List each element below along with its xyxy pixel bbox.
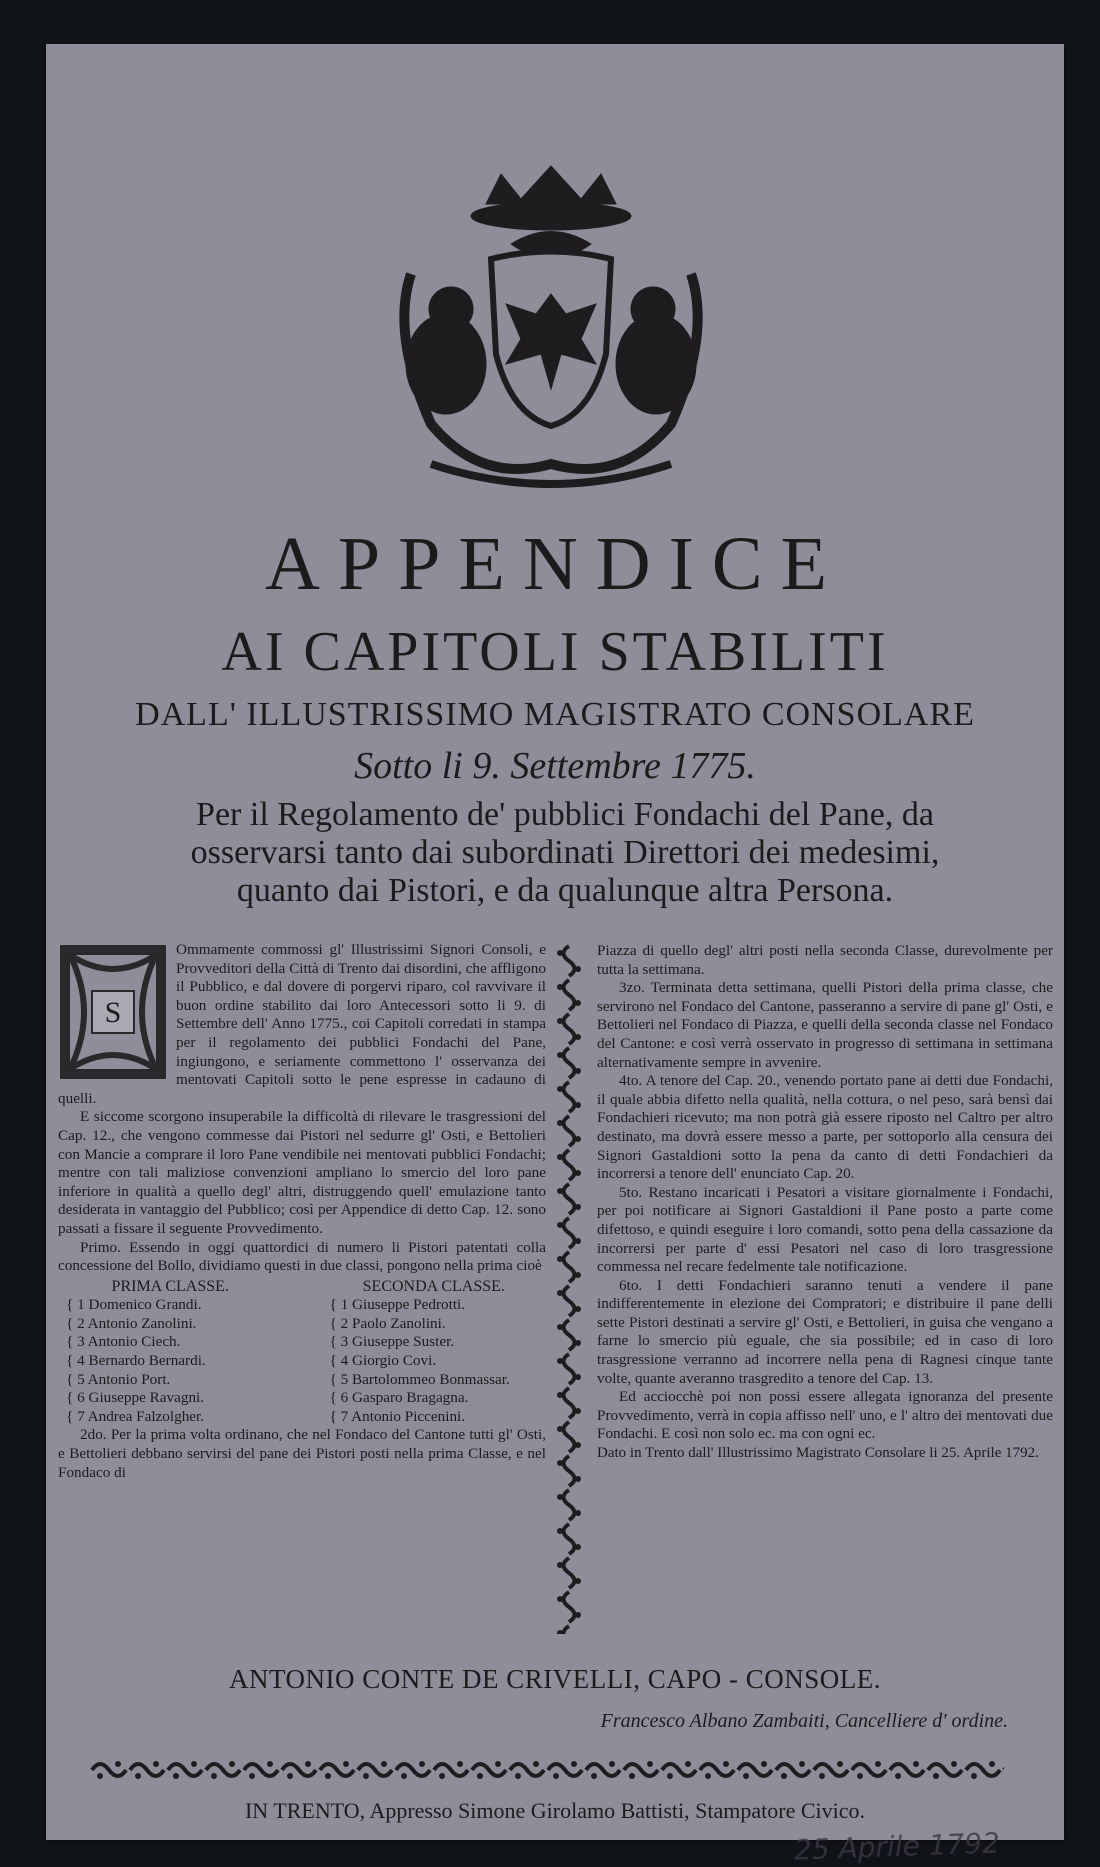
pistori-classes bbox=[58, 1278, 546, 1427]
paragraph-1: Ommamente commossi gl' Illustrissimi Signori Consoli, e Provveditori della Città di Trento dai disordini, che affligono il Pubblico, e dal dovere di porgervi riparo, col ravvivare il buon ordine stabilito dai loro Antecessori sotto li 9. di Settembre dell' Anno 1775., coi Capitoli corredati in stampa per il regolamento dei pubblici Fondachi del Pane, ingiungono, e seriamente commettono l' osservanza dei mentovati Capitoli sotto le pene espresse in cadauno di quelli. bbox=[58, 941, 546, 1107]
list-item: { 4 Bernardo Bernardi. bbox=[58, 1352, 282, 1371]
document-subtitle: AI CAPITOLI STABILITI bbox=[221, 621, 889, 683]
prima-classe-heading: PRIMA CLASSE. bbox=[111, 1277, 229, 1295]
chancellor-signature: Francesco Albano Zambaiti, Cancelliere d' ordine. bbox=[600, 1710, 1008, 1732]
list-item: { 3 Giuseppe Suster. bbox=[322, 1333, 546, 1352]
ornamental-column-divider bbox=[554, 944, 584, 1634]
list-item: { 2 Paolo Zanolini. bbox=[322, 1315, 546, 1334]
list-item: { 7 Antonio Piccenini. bbox=[322, 1408, 546, 1427]
document-title: APPENDICE bbox=[264, 522, 846, 606]
list-item: { 6 Giuseppe Ravagni. bbox=[58, 1389, 282, 1408]
issuing-authority: DALL' ILLUSTRISSIMO MAGISTRATO CONSOLARE bbox=[135, 696, 975, 733]
paragraph-primo: Primo. Essendo in oggi quattordici di numero li Pistori patentati colla concessione del Bollo, dividiamo questi in due classi, pongono nella prima cioè bbox=[58, 1238, 546, 1275]
list-item: { 3 Antonio Ciech. bbox=[58, 1333, 282, 1352]
list-item: { 5 Bartolommeo Bonmassar. bbox=[322, 1371, 546, 1390]
handwritten-date: 25 Aprile 1792 bbox=[793, 1826, 1001, 1867]
purpose-statement: Per il Regolamento de' pubblici Fondachi del Pane, da osservarsi tanto dai subordinati Direttori dei medesimi, quanto dai Pistori, e da qualunque altra Persona. bbox=[190, 796, 940, 909]
document-sheet bbox=[46, 44, 1064, 1867]
list-item: { 7 Andrea Falzolgher. bbox=[58, 1408, 282, 1427]
paragraph-continued: Piazza di quello degl' altri posti nella seconda Classe, durevolmente per tutta la settimana. bbox=[597, 942, 1053, 978]
paragraph-3zo: 3zo. Terminata detta settimana, quelli Pistori della prima classe, che servirono nel Fondaco del Cantone, passeranno a servire di pane gl' Osti, e Bettolieri nel Fondaco di Piazza, e quelli della seconda classe nel Fondaco del Cantone: e così verrà osservato in progresso di settimana in settimana alternativamente sempre in avvenire. bbox=[597, 979, 1053, 1071]
paragraph-4to: 4to. A tenore del Cap. 20., venendo portato pane ai detti due Fondachi, il quale abbia difetto nella qualità, nella cottura, o nel peso, sarà bensì dai Fondachieri ricevuto; ma non potrà già essere riposto nel Caltro per altro destinato, ma dovrà essere messo a parte, per sottoporlo alla censura dei Signori Gastaldioni sotto la pena da canto di detti Fondachieri da incorrersi a tenore dell' enunciato Cap. 20. bbox=[597, 1072, 1053, 1183]
paragraph-6to: 6to. I detti Fondachieri saranno tenuti a vendere il pane indifferentemente in elezione dei Compratori; e distribuire il pane delli sette Pistori destinati a servire gl' Osti, e Bettolieri, in guisa che vengano a farne lo smercio più eguale, che sia possibile; ed in caso di loro trasgressione verranno ad incorrere nella pena di Ragnesi cinque tante volte, quante averanno trasgredito a tenore del Cap. 13. bbox=[597, 1276, 1053, 1387]
list-item: { 1 Giuseppe Pedrotti. bbox=[322, 1296, 546, 1315]
ornamental-dropcap bbox=[58, 943, 168, 1081]
printer-imprint: IN TRENTO, Appresso Simone Girolamo Battisti, Stampatore Civico. bbox=[244, 1798, 866, 1823]
right-column bbox=[597, 942, 1053, 1463]
paragraph-5to: 5to. Restano incaricati i Pesatori a visitare giornalmente i Fondachi, per poi notificare ai Signori Gastaldioni il Pane posto a parte come difettoso, e quindi eseguire i loro comandi, sotto pena della cassazione da incorrersi per parte d' essi Pesatori nel caso di loro trasgressione commessa nel recare fedelmente tale notificazione. bbox=[597, 1183, 1053, 1276]
coat-of-arms-emblem bbox=[391, 164, 711, 494]
date-line: Sotto li 9. Settembre 1775. bbox=[354, 745, 756, 787]
paragraph-2do: 2do. Per la prima volta ordinano, che nel Fondaco del Cantone tutti gl' Osti, e Bettolieri debbano servirsi del pane dei Pistori posti nella prima Classe, e nel Fondaco di bbox=[58, 1426, 546, 1481]
consul-signature: ANTONIO CONTE DE CRIVELLI, CAPO - CONSOLE. bbox=[229, 1664, 881, 1694]
list-item: { 4 Giorgio Covi. bbox=[322, 1352, 546, 1371]
seconda-classe-heading: SECONDA CLASSE. bbox=[362, 1277, 505, 1295]
list-item: { 5 Antonio Port. bbox=[58, 1371, 282, 1390]
dated-statement: Dato in Trento dall' Illustrissimo Magistrato Consolare li 25. Aprile 1792. bbox=[597, 1445, 1039, 1462]
list-item: { 1 Domenico Grandi. bbox=[58, 1296, 282, 1315]
paragraph-closing: Ed acciocchè poi non possi essere allegata ignoranza del presente Provvedimento, verrà in copia affisso nell' uno, e l' altro dei mentovati due Fondachi. E così non solo ec. ma con ogni ec. bbox=[597, 1388, 1053, 1443]
prima-classe bbox=[58, 1278, 282, 1427]
dropcap-letter: S bbox=[104, 996, 122, 1029]
ornamental-band bbox=[90, 1756, 1004, 1784]
list-item: { 2 Antonio Zanolini. bbox=[58, 1315, 282, 1334]
list-item: { 6 Gasparo Bragagna. bbox=[322, 1389, 546, 1408]
seconda-classe bbox=[322, 1278, 546, 1427]
paragraph-2: E siccome scorgono insuperabile la difficoltà di rilevare le trasgressioni del Cap. 12., che vengono commesse dai Pistori nel sedurre gl' Osti, e Bettolieri con Mancie a comprare il loro Pane vendibile nei mentovati pubblici Fondachi; mentre con tali maliziose convenzioni ampliano lo smercio del loro pane inferiore in qualità a quello degl' altri, distruggendo quell' emulazione tanto desiderata in vantaggio del Pubblico; così per Appendice di detto Cap. 12. sono passati a fissare il seguente Provvedimento. bbox=[58, 1108, 546, 1237]
left-column bbox=[58, 941, 546, 1482]
